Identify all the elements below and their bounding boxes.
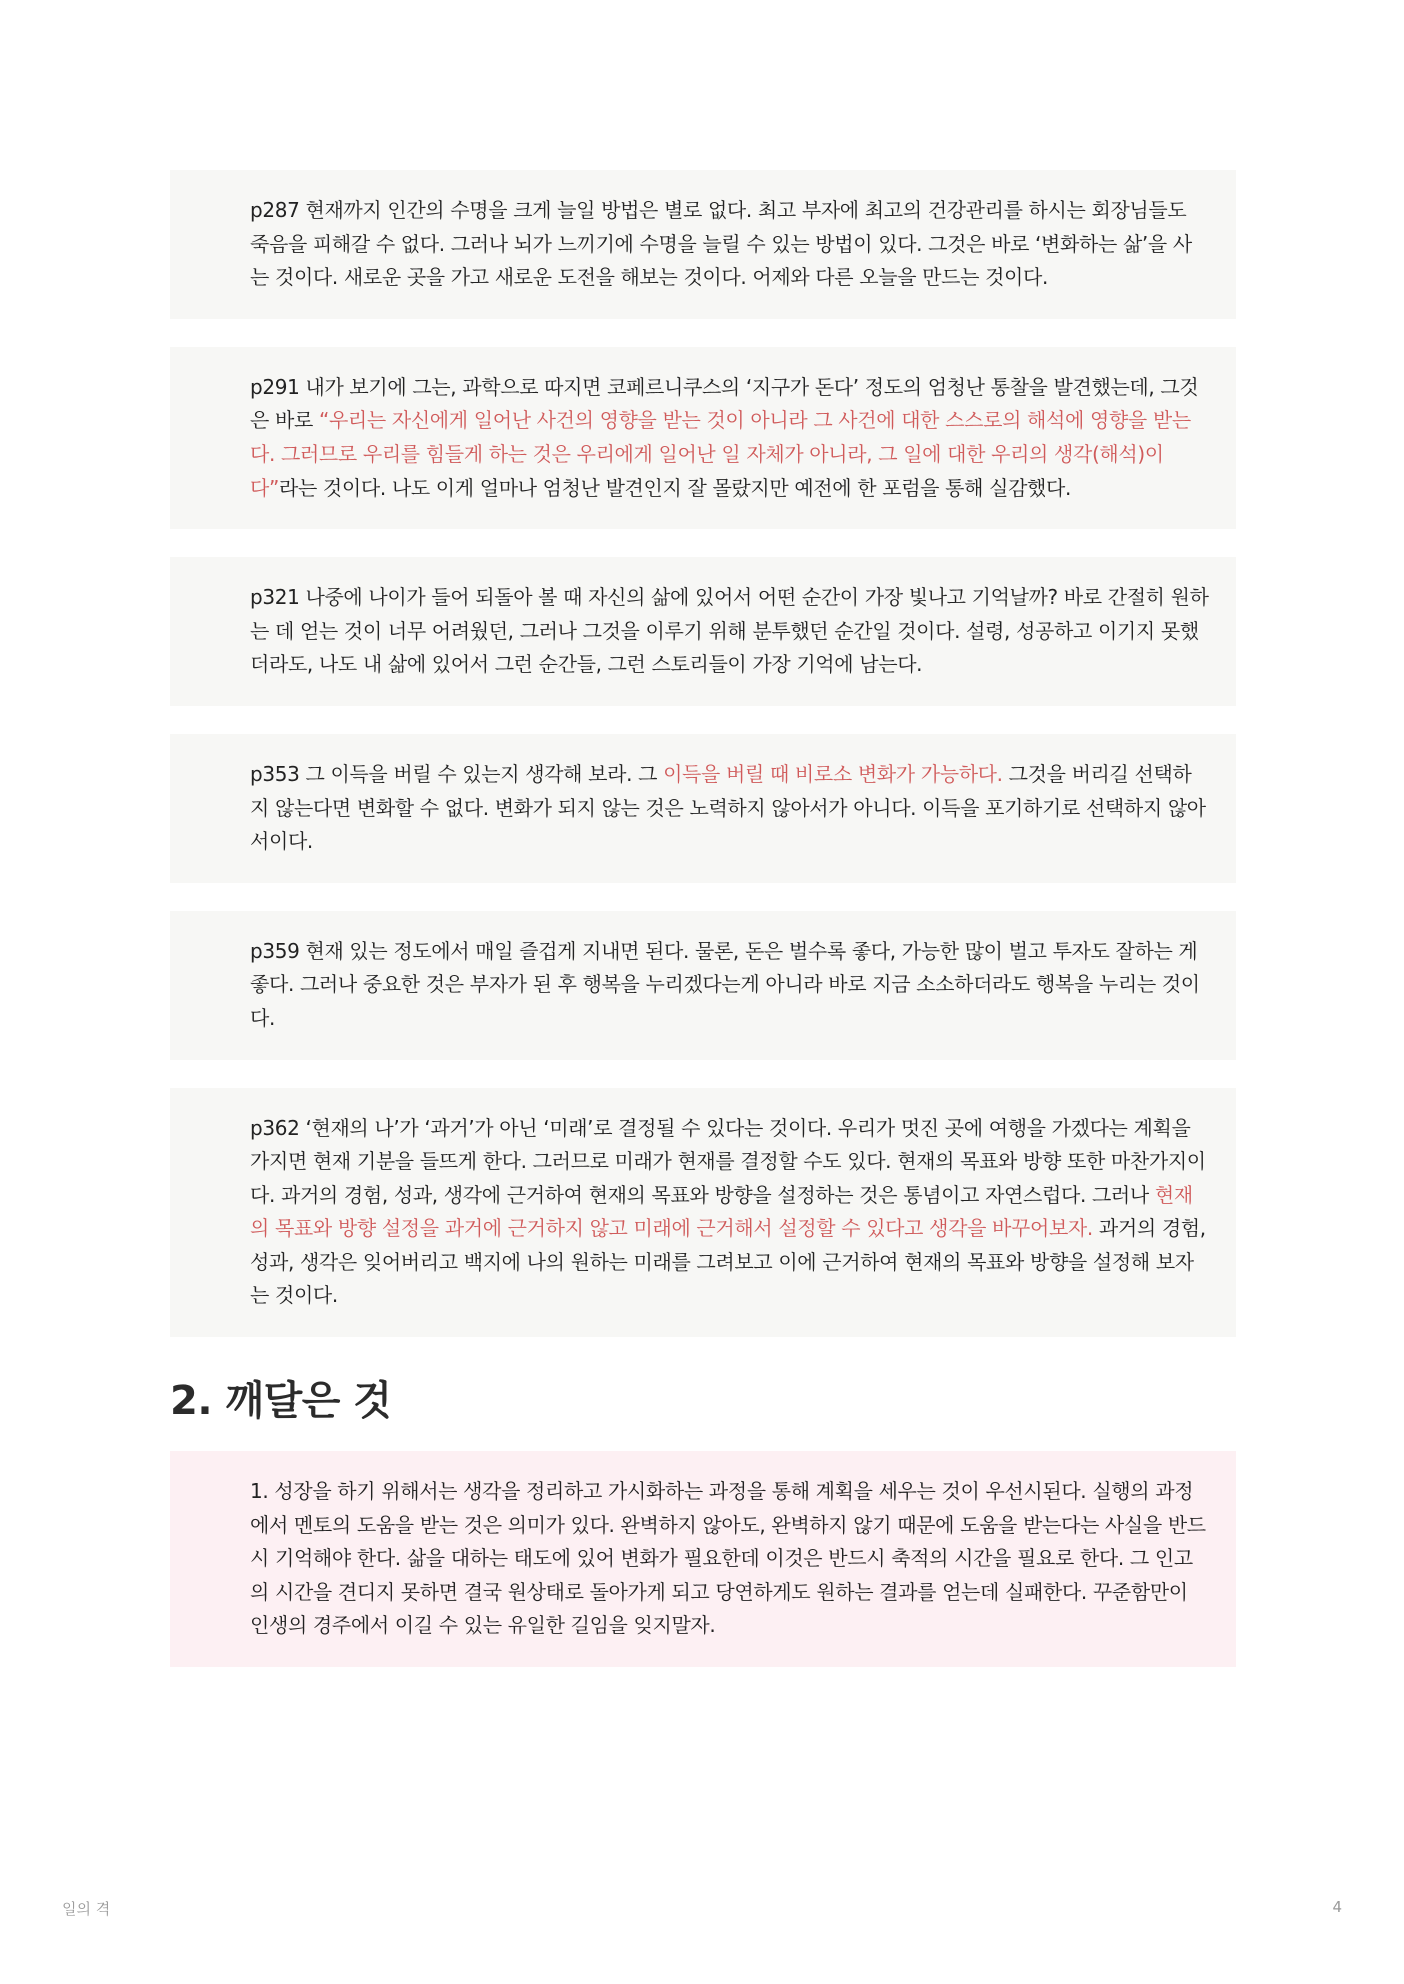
quote-text — [250, 758, 1210, 859]
quote-segment: p362 ‘현재의 나’가 ‘과거’가 아닌 ‘미래’로 결정될 수 있다는 것이다. 우리가 멋진 곳에 여행을 가겠다는 계획을 가지면 현재 기분을 들뜨게 한다. 그러므로 미래가 현재를 결정할 수도 있다. 현재의 목표와 방향 또한 마찬가지이다. 과거의 경험, 성과, 생각에 근거하여 현재의 목표와 방향을 설정하는 것은 통념이고 자연스럽다. 그러나 — [250, 1115, 1206, 1207]
highlighted-quote: 이득을 버릴 때 비로소 변화가 가능하다. — [663, 761, 1003, 786]
quote-segment: 라는 것이다. 나도 이게 얼마나 엄청난 발견인지 잘 몰랐지만 예전에 한 포럼을 통해 실감했다. — [278, 475, 1071, 500]
insight-text: 1. 성장을 하기 위해서는 생각을 정리하고 가시화하는 과정을 통해 계획을 세우는 것이 우선시된다. 실행의 과정에서 멘토의 도움을 받는 것은 의미가 있다. 완벽하지 않아도, 완벽하지 않기 때문에 도움을 받는다는 사실을 반드시 기억해야 한다. 삶을 대하는 태도에 있어 변화가 필요한데 이것은 반드시 축적의 시간을 필요로 한다. 그 인고의 시간을 견디지 못하면 결국 원상태로 돌아가게 되고 당연하게도 원하는 결과를 얻는데 실패한다. 꾸준함만이 인생의 경주에서 이길 수 있는 유일한 길임을 잊지말자. — [250, 1479, 1206, 1638]
quote-text — [250, 194, 1210, 295]
quote-text — [250, 371, 1210, 505]
page-content — [170, 170, 1236, 1695]
highlighted-quote: 현재의 목표와 방향 설정을 과거에 근거하지 않고 미래에 근거해서 설정할 수 있다고 생각을 바꾸어보자. — [250, 1182, 1193, 1241]
quote-text — [250, 935, 1210, 1036]
quote-segment: p359 현재 있는 정도에서 매일 즐겁게 지내면 된다. 물론, 돈은 벌수록 좋다, 가능한 많이 벌고 투자도 잘하는 게 좋다. 그러나 중요한 것은 부자가 된 후 행복을 누리겠다는게 아니라 바로 지금 소소하더라도 행복을 누리는 것이다. — [250, 938, 1200, 1030]
quote-block-p353 — [170, 734, 1236, 883]
quote-segment: p287 현재까지 인간의 수명을 크게 늘일 방법은 별로 없다. 최고 부자에 최고의 건강관리를 하시는 회장님들도 죽음을 피해갈 수 없다. 그러나 뇌가 느끼기에 수명을 늘릴 수 있는 방법이 있다. 그것은 바로 ‘변화하는 삶’을 사는 것이다. 새로운 곳을 가고 새로운 도전을 해보는 것이다. 어제와 다른 오늘을 만드는 것이다. — [250, 198, 1192, 290]
insight-callout — [170, 1451, 1236, 1667]
quote-block-p287 — [170, 170, 1236, 319]
quote-segment: p291 내가 보기에 그는, 과학으로 따지면 코페르니쿠스의 ‘지구가 돈다’ 정도의 엄청난 통찰을 발견했는데, 그것은 바로 — [250, 374, 1199, 433]
section-heading: 2. 깨달은 것 — [170, 1378, 392, 1425]
footer-book-title: 일의 격 — [62, 1900, 111, 1918]
quote-text — [250, 581, 1210, 682]
quote-block-p321 — [170, 557, 1236, 706]
quote-block-p359 — [170, 911, 1236, 1060]
highlighted-quote: “우리는 자신에게 일어난 사건의 영향을 받는 것이 아니라 그 사건에 대한 스스로의 해석에 영향을 받는다. 그러므로 우리를 힘들게 하는 것은 우리에게 일어난 일 자체가 아니라, 그 일에 대한 우리의 생각(해석)이다” — [250, 408, 1191, 500]
quote-segment: 과거의 경험, 성과, 생각은 잊어버리고 백지에 나의 원하는 미래를 그려보고 이에 근거하여 현재의 목표와 방향을 설정해 보자는 것이다. — [250, 1216, 1206, 1308]
quote-block-p362 — [170, 1088, 1236, 1338]
page-number: 4 — [1332, 1898, 1342, 1916]
quote-segment: p353 그 이득을 버릴 수 있는지 생각해 보라. 그 — [250, 761, 664, 786]
quote-segment: p321 나중에 나이가 들어 되돌아 볼 때 자신의 삶에 있어서 어떤 순간이 가장 빛나고 기억날까? 바로 간절히 원하는 데 얻는 것이 너무 어려웠던, 그러나 그것을 이루기 위해 분투했던 순간일 것이다. 설령, 성공하고 이기지 못했더라도, 나도 내 삶에 있어서 그런 순간들, 그런 스토리들이 가장 기억에 남는다. — [250, 585, 1209, 677]
quote-block-p291 — [170, 347, 1236, 529]
quote-segment: 그것을 버리길 선택하지 않는다면 변화할 수 없다. 변화가 되지 않는 것은 노력하지 않아서가 아니다. 이득을 포기하기로 선택하지 않아서이다. — [250, 761, 1206, 854]
quote-text — [250, 1112, 1210, 1314]
